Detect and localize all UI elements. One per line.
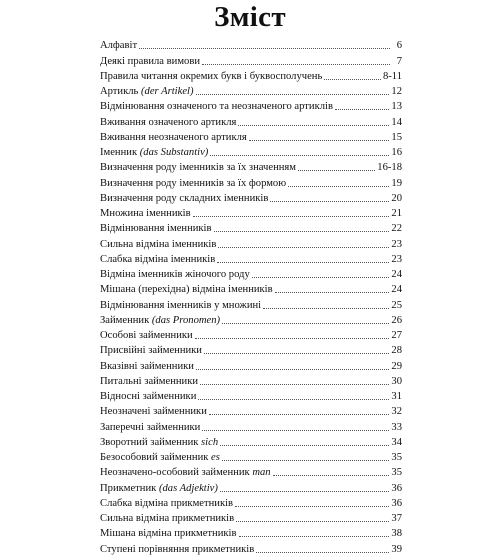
toc-entry-page: 20 [391,192,402,204]
toc-leader-dots [220,491,390,492]
toc-entry-page: 37 [391,513,402,524]
toc-entry-label: Відмінювання означеного та неозначеного артиклів [100,101,333,113]
toc-entry-page: 38 [391,528,402,540]
toc-leader-dots [195,338,390,339]
toc-entry-term: sich [201,436,219,448]
toc-entry-page: 8-11 [382,70,402,82]
toc-entry[interactable] [100,479,402,494]
toc-leader-dots [193,216,390,217]
toc-entry-page: 12 [391,86,402,97]
toc-entry-label: Присвійні займенники [100,345,202,357]
toc-entry-label: Сильна відміна прикметників [100,513,235,524]
toc-entry-term: (das Substantiv) [139,147,209,158]
toc-leader-dots [324,79,381,80]
toc-entry-page: 36 [391,497,402,509]
toc-entry[interactable] [100,68,402,83]
toc-entry-label: Деякі правила вимови [100,55,200,67]
toc-leader-dots [252,277,390,278]
toc-leader-dots [238,125,389,126]
toc-entry[interactable] [100,144,402,159]
page-title: Зміст [214,1,286,33]
toc-entry[interactable] [100,98,402,113]
toc-entry-page: 13 [391,101,402,113]
toc-entry[interactable] [100,190,402,205]
toc-entry-label: Безособовий займенник es [100,452,220,463]
toc-entry-page: 16-18 [377,162,402,174]
toc-entry-page: 25 [391,299,402,311]
toc-entry-label: Заперечні займенники [100,421,201,433]
toc-entry-label: Відмінювання іменників [100,223,212,235]
toc-entry-page: 39 [391,543,402,555]
toc-leader-dots [235,506,389,507]
toc-entry-label: Питальні займенники [100,375,199,387]
toc-entry-label: Мішана відміна прикметників [100,528,237,540]
toc-entry[interactable] [100,540,402,555]
toc-leader-dots [217,262,389,263]
toc-entry-label: Зворотний займенник sich [100,436,219,448]
toc-leader-dots [209,414,390,415]
toc-entry[interactable] [100,510,402,525]
toc-leader-dots [270,201,389,202]
toc-entry[interactable] [100,159,402,174]
toc-entry[interactable] [100,235,402,250]
toc-entry-label: Іменник (das Substantiv) [100,147,209,158]
toc-entry-label: Відносні займенники [100,391,197,402]
toc-leader-dots [218,247,389,248]
toc-leader-dots [139,48,390,49]
toc-entry-label: Вживання означеного артикля [100,116,237,128]
toc-entry[interactable] [100,449,402,464]
toc-entry-page: 7 [396,55,402,67]
table-of-contents [100,37,402,556]
toc-entry-page: 36 [391,482,402,494]
toc-entry[interactable] [100,113,402,128]
toc-entry-page: 27 [391,330,402,341]
toc-entry-label: Прикметник (das Adjektiv) [100,482,218,494]
toc-entry-label: Неозначені займенники [100,406,207,418]
toc-entry-page: 34 [391,436,402,448]
toc-entry[interactable] [100,342,402,357]
toc-leader-dots [222,323,389,324]
toc-entry-page: 23 [391,238,402,250]
toc-entry[interactable] [100,266,402,281]
toc-entry[interactable] [100,52,402,67]
toc-entry-label: Відміна іменників жіночого роду [100,269,250,280]
toc-entry-page: 6 [396,40,402,52]
toc-entry-label: Алфавіт [100,40,138,52]
toc-leader-dots [256,552,389,553]
toc-leader-dots [263,308,389,309]
toc-entry[interactable] [100,373,402,388]
toc-entry-page: 35 [391,467,402,479]
toc-entry[interactable] [100,418,402,433]
toc-entry-page: 30 [391,375,402,387]
toc-entry-page: 16 [391,147,402,158]
toc-entry-term: man [252,467,271,479]
toc-entry[interactable] [100,205,402,220]
toc-leader-dots [335,109,389,110]
toc-entry-page: 14 [391,116,402,128]
toc-entry-page: 21 [391,208,402,219]
toc-entry[interactable] [100,174,402,189]
toc-entry-page: 26 [391,314,402,326]
toc-entry[interactable] [100,281,402,296]
toc-entry-label: Неозначено-особовий займенник man [100,467,271,479]
toc-leader-dots [202,430,389,431]
toc-leader-dots [204,353,389,354]
toc-entry-label: Відмінювання іменників у множині [100,299,262,311]
toc-entry-label: Вказівні займенники [100,360,194,372]
toc-entry-page: 19 [391,177,402,189]
toc-entry[interactable] [100,83,402,98]
toc-leader-dots [236,521,389,522]
toc-entry-page: 15 [391,131,402,143]
toc-entry-label: Множина іменників [100,208,191,219]
toc-entry[interactable] [100,251,402,266]
toc-entry[interactable] [100,220,402,235]
toc-leader-dots [249,140,390,141]
toc-leader-dots [200,384,389,385]
toc-entry-page: 24 [391,284,402,296]
toc-leader-dots [222,460,390,461]
toc-leader-dots [298,170,375,171]
toc-leader-dots [239,536,390,537]
toc-entry-label: Мішана (перехідна) відміна іменників [100,284,273,296]
toc-entry-label: Слабка відміна прикметників [100,497,234,509]
toc-entry[interactable] [100,312,402,327]
toc-entry[interactable] [100,296,402,311]
toc-entry-page: 32 [391,406,402,418]
toc-leader-dots [275,292,390,293]
toc-entry[interactable] [100,434,402,449]
toc-entry[interactable] [100,357,402,372]
toc-entry-term: (der Artikel) [141,86,194,97]
toc-entry[interactable] [100,388,402,403]
toc-leader-dots [214,231,390,232]
toc-leader-dots [220,445,389,446]
toc-entry-label: Особові займенники [100,330,193,341]
toc-entry[interactable] [100,37,402,52]
toc-entry-label: Сильна відміна іменників [100,238,217,250]
toc-entry-term: (das Pronomen) [151,314,221,326]
toc-entry[interactable] [100,495,402,510]
toc-entry-label: Займенник (das Pronomen) [100,314,221,326]
toc-entry-page: 23 [391,253,402,265]
toc-leader-dots [202,64,390,65]
toc-leader-dots [210,155,389,156]
toc-entry-label: Ступені порівняння прикметників [100,543,255,555]
toc-leader-dots [288,186,389,187]
toc-entry-page: 28 [391,345,402,357]
toc-entry[interactable] [100,464,402,479]
toc-entry-label: Визначення роду складних іменників [100,192,269,204]
toc-leader-dots [196,369,389,370]
toc-entry-page: 22 [391,223,402,235]
toc-entry-page: 24 [391,269,402,280]
toc-entry-label: Визначення роду іменників за їх значенням [100,162,296,174]
toc-entry-page: 31 [391,391,402,402]
toc-leader-dots [198,399,389,400]
toc-entry-term: es [211,452,220,463]
toc-entry-label: Слабка відміна іменників [100,253,216,265]
toc-leader-dots [273,475,390,476]
toc-entry-page: 29 [391,360,402,372]
toc-leader-dots [196,94,390,95]
toc-entry-term: (das Adjektiv) [158,482,218,494]
toc-entry[interactable] [100,327,402,342]
toc-entry-label: Вживання неозначеного артикля [100,131,247,143]
toc-entry-label: Артикль (der Artikel) [100,86,194,97]
toc-entry[interactable] [100,403,402,418]
toc-entry-page: 35 [391,452,402,463]
toc-entry-label: Правила читання окремих букв і буквосполучень [100,70,323,82]
toc-entry-page: 33 [391,421,402,433]
toc-entry[interactable] [100,129,402,144]
toc-entry-label: Визначення роду іменників за їх формою [100,177,287,189]
toc-entry[interactable] [100,525,402,540]
